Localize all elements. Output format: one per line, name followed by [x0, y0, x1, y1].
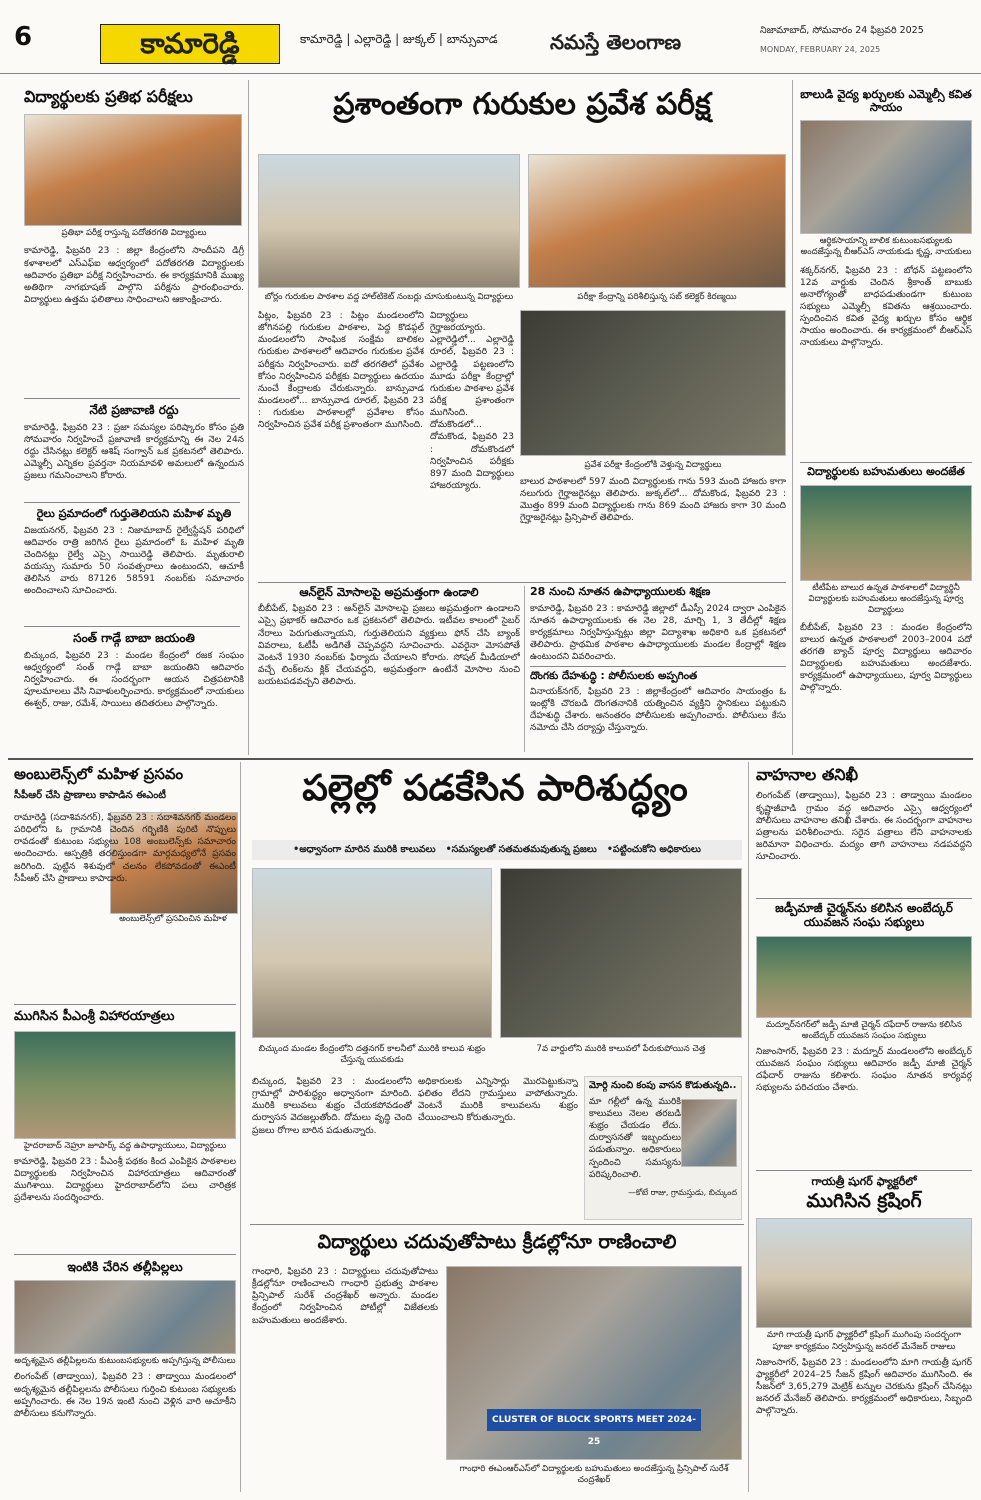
column-rule [524, 586, 525, 752]
headline: 28 నుంచి నూతన ఉపాధ్యాయులకు శిక్షణ [530, 585, 711, 598]
story-body: బిచ్కుంద, ఫిబ్రవరి 23 : మండల కేంద్రంలో రజక సంఘం ఆధ్వర్యంలో సంత్ గాడ్గే బాబా జయంతిని ఆదివారం నిర్వహించారు. ఈ సందర్భంగా ఆయన చిత్రపటానికి పూలమాలలు వేసి నివాళులర్పించారు. కార్యక్రమంలో నాయకులు ఈశ్వర్, రాజు, రమేశ్, సాయిలు తదితరులు పాల్గొన్నారు. [24, 650, 244, 710]
story-rule [756, 898, 972, 899]
headline: అంబులెన్స్‌లో మహిళ ప్రసవం [14, 765, 184, 783]
sports-banner: CLUSTER OF BLOCK SPORTS MEET 2024-25 [487, 1409, 701, 1431]
headline: విద్యార్థులకు ప్రతిభ పరీక్షలు [24, 87, 193, 106]
page-number: 6 [14, 22, 33, 52]
main-story-col3: బాలుర పాఠశాలలో 597 మంది విద్యార్థులకు గాను 593 మంది హాజరు కాగా నలుగురు గైర్హాజరైనట్లు తెలిపారు. జుక్కల్‌లో... దోమకొండ, ఫిబ్రవరి 23 : మొత్తం 899 మంది విద్యార్థులకు గాను 869 మంది హాజరు కాగా 30 మంది గైర్హాజరైనట్లు ప్రిన్సిపాల్ తెలిపారు. [520, 477, 786, 524]
headline: ముగిసిన పీఎంశ్రీ విహారయాత్రలు [14, 1009, 175, 1024]
story-body: కామారెడ్డి, ఫిబ్రవరి 23 : ప్రజా సమస్యల పరిష్కారం కోసం ప్రతి సోమవారం నిర్వహించే ప్రజావాణి కార్యక్రమాన్ని ఈ నెల 24న రద్దు చేసినట్లు కలెక్టర్ ఆశిష్ సంగ్వాన్ ఒక ప్రకటనలో తెలిపారు. ఎమ్మెల్సీ ఎన్నికల ప్రవర్తనా నియమావళి అమలులో ఉన్నందున ప్రజలు గమనించాలని కోరారు. [24, 422, 244, 482]
story-body: బీబీపేట్, ఫిబ్రవరి 23 : ఆన్‌లైన్ మోసాలపై ప్రజలు అప్రమత్తంగా ఉండాలని ఎస్సై ప్రభాకర్ ఆదివారం ఒక ప్రకటనలో తెలిపారు. ఇటీవల కాలంలో సైబర్ నేరాలు పెరుగుతున్నాయని, గుర్తుతెలియని వ్యక్తులు ఫోన్ చేసి బ్యాంక్ వివరాలు, ఓటీపీ అడిగితే చెప్పవద్దని సూచించారు. ఎవరైనా మోసపోతే వెంటనే 1930 నంబర్‌కు ఫిర్యాదు చేయాలని కోరారు. సోషల్ మీడియాలో వచ్చే లింక్‌లను క్లిక్ చేయవద్దని, అప్రమత్తంగా ఉంటేనే మోసాల నుంచి బయటపడవచ్చని తెలిపారు. [258, 604, 520, 688]
story-body: లింగంపేట్ (తాడ్వాయి), ఫిబ్రవరి 23 : తాడ్వాయి మండలంలో అదృశ్యమైన తల్లీపిల్లలను పోలీసులు గుర్తించి కుటుంబ సభ్యులకు అప్పగించారు. ఈ నెల 19న ఇంటి నుంచి వెళ్లిన వారి ఆచూకీని పోలీసులు కనుగొన్నారు. [14, 1372, 236, 1419]
sports-story [250, 1232, 744, 1254]
subhead: •పట్టించుకోని అధికారులు [606, 843, 701, 855]
sports-body: గాంధారి, ఫిబ్రవరి 23 : విద్యార్థులు చదువుతోపాటు క్రీడల్లోనూ రాణించాలని గాంధారి ప్రభుత్వ పాఠశాల ప్రిన్సిపాల్ సురేశ్ చంద్రశేఖర్ అన్నారు. మండల కేంద్రంలో నిర్వహించిన పోటీల్లో విజేతలకు బహుమతులు అందజేశారు. [252, 1267, 438, 1326]
bl-story-ambulance [14, 765, 236, 924]
photo-caption: ఆర్థికసాయాన్ని బాలిక కుటుంబసభ్యులకు అందజేస్తున్న బీఆర్‌ఎస్ నాయకుడు కృష్ణ, నాయకులు [800, 236, 972, 258]
story-body: నిజాంసాగర్, ఫిబ్రవరి 23 : మండలంలోని మాగి గాయత్రీ షుగర్ ఫ్యాక్టరీలో 2024–25 సీజన్ క్రషింగ్ ఆదివారం ముగిసింది. ఈ సీజన్‌లో 3,65,279 మెట్రిక్ టన్నుల చెరకును క్రషింగ్ చేసినట్లు జనరల్ మేనేజర్ తెలిపారు. కార్యక్రమంలో అధికారులు, సిబ్బంది పాల్గొన్నారు. [756, 1357, 972, 1417]
photo-caption: బిచ్కుంద మండల కేంద్రంలోని దత్తనగర్ కాలనీలో మురికి కాలువ శుభ్రం చేస్తున్న యువకుడు [258, 1044, 486, 1066]
photo-ambedkar-group [756, 936, 972, 1018]
story-rule [24, 626, 240, 627]
story-rule [756, 1170, 972, 1171]
story-body: కామారెడ్డి, ఫిబ్రవరి 23 : పీఎంశ్రీ పథకం కింద ఎంపికైన పాఠశాలల విద్యార్థులకు నిర్వహించిన విహారయాత్రలు ఆదివారంతో ముగిశాయి. విద్యార్థులు హైదరాబాద్‌లోని పలు చారిత్రక ప్రదేశాలను సందర్శించారు. [14, 1156, 236, 1204]
photo-police-handover [14, 1280, 236, 1354]
headline: నేటి ప్రజావాణి రద్దు [89, 403, 179, 417]
left-story-prajavani [24, 404, 244, 498]
story-body: రామారెడ్డి (సదాశివనగర్), ఫిబ్రవరి 23 : సదాశివనగర్ మండలం పరిధిలోని ఓ గ్రామానికి చెందిన గర్భిణికి పురిటి నొప్పులు రావడంతో కుటుంబ సభ్యులు 108 అంబులెన్స్‌కు సమాచారం అందించారు. ఆస్పత్రికి తరలిస్తుండగా మార్గమధ్యలోనే ప్రసవం జరిగింది. పుట్టిన శిశువులో చలనం లేకపోవడంతో ఈఎంటీ సీపీఆర్ చేసి ప్రాణాలు కాపాడారు. [14, 813, 236, 884]
photo-exam-hall [24, 114, 242, 226]
photo-caption: టీటీపేట బాలుర ఉన్నత పాఠశాలలో విద్యార్థినీ విద్యార్థులకు బహుమతులు అందజేస్తున్న పూర్వ విద్యార్థులు [808, 582, 964, 615]
story-body: కామారెడ్డి, ఫిబ్రవరి 23 : జిల్లా కేంద్రంలోని సాందీపని డిగ్రీ కళాశాలలో ఎస్ఎఫ్ఐ ఆధ్వర్యంలో పదోతరగతి విద్యార్థులకు ఆదివారం ప్రతిభా పరీక్ష నిర్వహించారు. ఈ కార్యక్రమానికి ముఖ్య అతిథిగా నాగభూషణ్ పాల్గొని పరీక్షను ప్రారంభించారు. విద్యార్థులు ఉత్తమ ఫలితాలు సాధించాలని ఆకాంక్షించారు. [24, 246, 244, 305]
quote-headline: మోర్గి నుంచి కంపు వాసన కొడుతున్నది.. [589, 1080, 737, 1091]
masthead [0, 0, 981, 74]
main-story-col2: విద్యార్థులు గైర్హాజరయ్యారు. ఎల్లారెడ్డిలో... ఎల్లారెడ్డి రూరల్, ఫిబ్రవరి 23 : ఎల్లారెడ్డి పట్టణంలోని మూడు పరీక్షా కేంద్రాల్లో గురుకుల పాఠశాల ప్రవేశ పరీక్ష ప్రశాంతంగా ముగిసింది. దోమకొండలో... దోమకొండ, ఫిబ్రవరి 23 : దోమకొండలో నిర్వహించిన పరీక్షకు 897 మంది విద్యార్థులు హాజరయ్యారు. [430, 311, 514, 491]
bl-story-mother-children [14, 1260, 236, 1465]
story-rule [250, 1224, 744, 1225]
dateline-english: MONDAY, FEBRUARY 24, 2025 [760, 45, 881, 54]
story-body: శక్కర్‌నగర్, ఫిబ్రవరి 23 : బోధన్ పట్టణంలోని 12వ వార్డుకు చెందిన శ్రీకాంత్ బాబుకు అనారోగ్యంతో బాధపడుతుండగా కుటుంబ సభ్యులు ఎమ్మెల్సీ కవితను ఆశ్రయించారు. స్పందించిన కవిత వైద్య ఖర్చుల కోసం ఆర్థిక సాయం అందించారు. ఈ కార్యక్రమంలో బీఆర్‌ఎస్ నాయకులు పాల్గొన్నారు. [800, 265, 972, 349]
headline: రైలు ప్రమాదంలో గుర్తుతెలియని మహిళ మృతి [36, 507, 232, 520]
story-rule [258, 582, 786, 583]
quote-box [584, 1076, 742, 1220]
headline: విద్యార్థులు చదువుతోపాటు క్రీడల్లోనూ రాణించాలి [317, 1231, 677, 1253]
main-story-gurukul [258, 88, 786, 123]
dateline: నిజామాబాద్, సోమవారం 24 ఫిబ్రవరి 2025 [760, 25, 924, 36]
photo-aid-handover [800, 120, 972, 234]
kicker: గాయత్రీ షుగర్ ఫ్యాక్టరీలో [811, 1175, 917, 1188]
newspaper-brand: నమస్తే తెలంగాణ [550, 30, 682, 54]
photo-prize-distribution [800, 485, 972, 581]
photo-caption: మద్నూర్‌నగర్‌లో జడ్పీ మాజీ చైర్మన్ దఫేదార్ రాజును కలిసిన అంబేద్కర్ యువజన సంఘం సభ్యులు [765, 1019, 963, 1041]
quote-author: —కోటే రాజు, గ్రామస్తుడు, బిచ్కుంద [628, 1187, 737, 1197]
subhead: •అధ్వానంగా మారిన మురికి కాలువలు [293, 843, 436, 855]
sanitation-col2: అధికారులకు ఎన్నిసార్లు మొరపెట్టుకున్నా ఫలితం లేదని గ్రామస్తులు వాపోతున్నారు. వెంటనే మురికి కాలువలను శుభ్రం చేయించాలని కోరుతున్నారు. [418, 1077, 578, 1124]
story-body: విజయనగర్, ఫిబ్రవరి 23 : నిజామాబాద్ రైల్వేస్టేషన్ పరిధిలో ఆదివారం రాత్రి జరిగిన రైలు ప్రమాదంలో ఓ మహిళ మృతి చెందినట్లు రైల్వే ఎస్సై సాయిరెడ్డి తెలిపారు. మృతురాలి వయస్సు సుమారు 50 సంవత్సరాలు ఉంటుందని, ఆచూకీ తెలిసిన వారు 87126 58591 నంబర్‌కు సమాచారం అందించాలని సూచించారు. [24, 525, 244, 597]
headline: దొంగకు దేహశుద్ధి : పోలీసులకు అప్పగింత [530, 670, 698, 682]
story-body: కామారెడ్డి, ఫిబ్రవరి 23 : కామారెడ్డి జిల్లాలో డీఎస్సీ 2024 ద్వారా ఎంపికైన నూతన ఉపాధ్యాయులకు ఈ నెల 28, మార్చి 1, 3 తేదీల్లో శిక్షణ కార్యక్రమాలు నిర్వహిస్తున్నట్లు జిల్లా విద్యాశాఖ అధికారి ఒక ప్రకటనలో తెలిపారు. ప్రాథమిక పాఠశాల ఉపాధ్యాయులకు మండల కేంద్రాల్లో శిక్షణ ఉంటుందని వివరించారు. [530, 603, 786, 663]
photo-sugar-factory [756, 1218, 972, 1328]
headline: ఇంటికి చేరిన తల్లీపిల్లలు [67, 1259, 183, 1274]
sanitation-col1: బిచ్కుంద, ఫిబ్రవరి 23 : మండలంలోని గ్రామాల్లో పారిశుద్ధ్యం అధ్వానంగా మారింది. మురికి కాలువలు శుభ్రం చేయకపోవడంతో దుర్వాసన వెదజల్లుతోంది. దోమలు వృద్ధి చెంది ప్రజలు రోగాల బారిన పడుతున్నారు. [252, 1077, 412, 1136]
photo-caption: ప్రవేశ పరీక్షా కేంద్రంలోకి వెళ్తున్న విద్యార్థులు [584, 460, 722, 470]
left-story-gadge-baba [24, 632, 244, 750]
subhead: •సమస్యలతో సతమతమవుతున్న ప్రజలు [445, 843, 597, 855]
story-body: నిజాంసాగర్, ఫిబ్రవరి 23 : మద్నూర్ మండలంలోని అంబేద్కర్ యువజన సంఘం సభ్యులు ఆదివారం జడ్పీ మాజీ చైర్మన్ దఫేదార్ రాజును కలిశారు. సంఘం నూతన కార్యవర్గ సభ్యులను పరిచయం చేశారు. [756, 1046, 972, 1094]
photo-caption: అంబులెన్స్‌లో ప్రసవించిన మహిళ [119, 914, 227, 924]
photo-collector-inspection [528, 154, 786, 288]
story-rule [24, 398, 240, 399]
mid-story-teacher-training [530, 586, 786, 665]
story-body: బీబీపేట్, ఫిబ్రవరి 23 : మండల కేంద్రంలోని బాలుర ఉన్నత పాఠశాలలో 2003–2004 పదో తరగతి బ్యాచ్ పూర్వ విద్యార్థులు ఆదివారం విద్యార్థులకు బహుమతులు అందజేశారు. కార్యక్రమంలో ఉపాధ్యాయులు, పూర్వ విద్యార్థులు పాల్గొన్నారు. [800, 622, 972, 694]
section-places: కామారెడ్డి | ఎల్లారెడ్డి | జుక్కల్ | బాన్సువాడ [300, 32, 498, 46]
mid-story-online-fraud [258, 586, 520, 751]
photo-students-crowd [258, 154, 520, 288]
photo-caption: మాగి గాయత్రీ షుగర్ ఫ్యాక్టరీలో క్రషింగ్ ముగింపు సందర్భంగా పూజా కార్యక్రమం నిర్వహిస్తున్న జనరల్ మేనేజర్ రాజులు [766, 1330, 962, 1352]
main-story-sanitation [248, 768, 742, 809]
quote-body: మా గల్లీలో ఉన్న మురికి కాలువలు నెలల తరబడి శుభ్రం చేయడం లేదు. దుర్వాసనతో ఇబ్బందులు పడుతున్నాం. అధికారులు స్పందించి సమస్యను పరిష్కరించాలి. [589, 1096, 681, 1180]
headline: బాలుడి వైద్య ఖర్చులకు ఎమ్మెల్సీ కవిత సాయం [800, 87, 972, 115]
left-story-rail-accident [24, 508, 244, 625]
left-story-talent-test [24, 88, 244, 395]
column-rule [792, 80, 793, 755]
story-rule [14, 1254, 236, 1255]
section-title: కామారెడ్డి [100, 24, 280, 64]
subheadline: సీపీఆర్ చేసి ప్రాణాలు కాపాడిన ఈఎంటీ [14, 790, 167, 802]
headline: ఆన్‌లైన్ మోసాలపై అప్రమత్తంగా ఉండాలి [299, 585, 479, 599]
headline: వాహనాల తనిఖీ [756, 765, 859, 784]
headline: జడ్పీమాజీ చైర్మన్‌ను కలిసిన అంబేద్కర్ యువజన సంఘ సభ్యులు [775, 901, 953, 929]
mid-story-thief [530, 670, 786, 750]
story-body: వినాయక్‌నగర్, ఫిబ్రవరి 23 : జిల్లాకేంద్రంలో ఆదివారం సాయంత్రం ఓ ఇంట్లోకి చొరబడి దొంగతనానికి యత్నించిన వ్యక్తిని స్థానికులు పట్టుకుని దేహశుద్ధి చేశారు. అనంతరం పోలీసులకు అప్పగించారు. పోలీసులు కేసు నమోదు చేసి దర్యాప్తు చేస్తున్నారు. [530, 687, 786, 734]
br-story-vehicle-check [756, 766, 972, 890]
story-rule [24, 502, 240, 503]
right-story-kavitha-aid [800, 88, 972, 435]
photo-caption: హైదరాబాద్ నెహ్రూ జూపార్క్ వద్ద ఉపాధ్యాయులు, విద్యార్థులు [23, 1140, 227, 1151]
story-rule [530, 666, 786, 667]
right-story-prizes [800, 466, 972, 726]
photo-caption: 7వ వార్డులోని మురికి కాలువలో పేరుకుపోయిన చెత్త [536, 1044, 706, 1054]
photo-caption: పరీక్షా కేంద్రాన్ని పరిశీలిస్తున్న సబ్ కలెక్టర్ కిరణ్మయి [577, 292, 737, 302]
photo-zoo-park [14, 1031, 236, 1139]
photo-drain-cleaning [252, 868, 492, 1038]
headline: ముగిసిన క్రషింగ్ [806, 1189, 922, 1212]
photo-caption: బోర్లం గురుకుల పాఠశాల వద్ద హాల్‌టికెట్ నంబర్లు చూసుకుంటున్న విద్యార్థులు [264, 292, 514, 302]
main-headline: ప్రశాంతంగా గురుకుల ప్రవేశ పరీక్ష [333, 87, 711, 122]
main-story-col1: పిట్లం, ఫిబ్రవరి 23 : పిట్లం మండలంలోని జోగినపల్లి గురుకుల పాఠశాల, పెద్ద కొడప్గల్ మండలంలోని సాంఘిక సంక్షేమ బాలికల గురుకుల పాఠశాలలో ఆదివారం గురుకుల ప్రవేశ పరీక్షను నిర్వహించారు. ఐదో తరగతిలో ప్రవేశం కోసం నిర్వహించిన పరీక్షకు విద్యార్థులు ఉదయం నుంచే కేంద్రాలకు చేరుకున్నారు. బాన్సువాడ మండలంలో... బాన్సువాడ రూరల్, ఫిబ్రవరి 23 : గురుకుల పాఠశాలల్లో ప్రవేశాల కోసం నిర్వహించిన ప్రవేశ పరీక్ష ప్రశాంతంగా ముగిసింది. [258, 311, 424, 431]
photo-caption: ప్రతిభా పరీక్ష రాస్తున్న పదోతరగతి విద్యార్థులు [61, 228, 207, 239]
photo-caption: గాంధారి ఈఎంఆర్‌ఎస్‌లో విద్యార్థులకు బహుమతులు అందజేస్తున్న ప్రిన్సిపాల్ సురేశ్ చంద్రశేఖర్ [459, 1464, 729, 1486]
column-rule [240, 762, 241, 1492]
column-rule [248, 80, 249, 755]
headline: సంత్ గాడ్గే బాబా జయంతి [73, 631, 195, 645]
photo-students-entering [520, 310, 786, 456]
subheads-band [252, 840, 742, 860]
photo-clogged-drain [500, 868, 742, 1038]
bl-story-pmshri [14, 1010, 236, 1214]
column-rule [748, 762, 749, 1492]
main-headline: పల్లెల్లో పడకేసిన పారిశుద్ధ్యం [302, 768, 688, 809]
photo-sports-prizes [446, 1266, 742, 1460]
story-body: లింగంపేట్ (తాడ్వాయి), ఫిబ్రవరి 23 : తాడ్వాయి మండలం కృష్ణాజీవాడి గ్రామం వద్ద ఆదివారం ఎస్సై ఆధ్వర్యంలో పోలీసులు వాహనాల తనిఖీ చేశారు. ఈ సందర్భంగా వాహనాల పత్రాలను పరిశీలించారు. సరైన పత్రాలు లేని వాహనాలకు జరిమానా విధించారు. మద్యం తాగి వాహనాలు నడపవద్దని సూచించారు. [756, 791, 972, 863]
photo-quote-person [681, 1099, 737, 1167]
headline: విద్యార్థులకు బహుమతులు అందజేత [807, 465, 965, 478]
story-rule [800, 462, 972, 463]
page-divider [8, 758, 973, 760]
photo-caption: అదృశ్యమైన తల్లీపిల్లలను కుటుంబసభ్యులకు అప్పగిస్తున్న పోలీసులు [14, 1356, 236, 1367]
br-story-crushing [756, 1176, 972, 1427]
story-rule [14, 1004, 236, 1005]
br-story-ambedkar [756, 902, 972, 1120]
